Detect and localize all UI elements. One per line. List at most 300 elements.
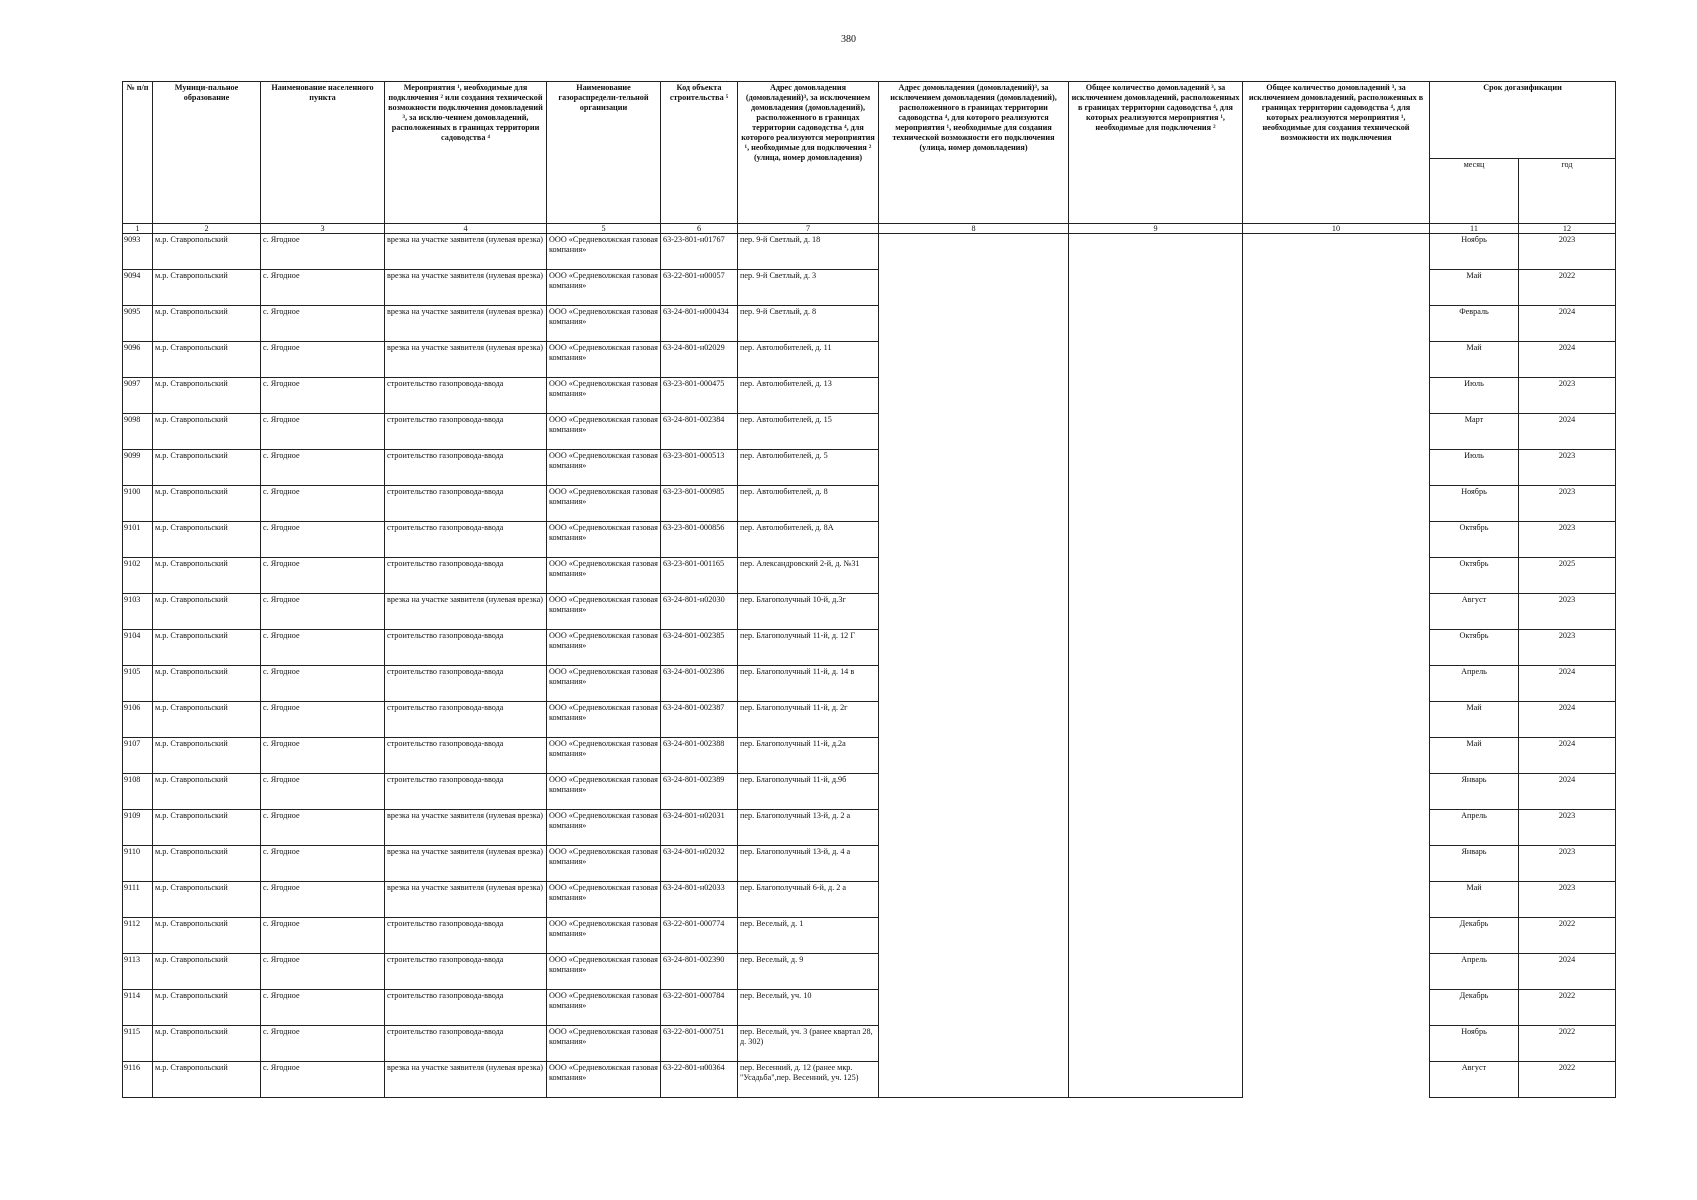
- capability-address-cell: [879, 486, 1069, 522]
- row-number: 9114: [123, 990, 153, 1026]
- capability-address-cell: [879, 882, 1069, 918]
- year-cell: 2024: [1519, 414, 1616, 450]
- gas-organization-cell: ООО «Средневолжская газовая компания»: [547, 738, 661, 774]
- row-number: 9097: [123, 378, 153, 414]
- year-cell: 2022: [1519, 1026, 1616, 1062]
- row-number: 9116: [123, 1062, 153, 1098]
- measure-cell: строительство газопровода-ввода: [385, 450, 547, 486]
- connection-count-cell: [1069, 954, 1243, 990]
- table-row: [123, 666, 1616, 702]
- year-cell: 2023: [1519, 630, 1616, 666]
- capability-count-cell: [1243, 990, 1430, 1026]
- gas-organization-cell: ООО «Средневолжская газовая компания»: [547, 270, 661, 306]
- settlement-cell: с. Ягодное: [261, 594, 385, 630]
- settlement-cell: с. Ягодное: [261, 306, 385, 342]
- year-cell: 2022: [1519, 918, 1616, 954]
- month-cell: Апрель: [1430, 810, 1519, 846]
- measure-cell: врезка на участке заявителя (нулевая врезка): [385, 594, 547, 630]
- month-cell: Декабрь: [1430, 918, 1519, 954]
- settlement-cell: с. Ягодное: [261, 1026, 385, 1062]
- capability-address-cell: [879, 1062, 1069, 1098]
- month-cell: Март: [1430, 414, 1519, 450]
- settlement-cell: с. Ягодное: [261, 270, 385, 306]
- address-cell: пер. Веселый, уч. 10: [738, 990, 879, 1026]
- header-number: № п/п: [123, 82, 153, 224]
- settlement-cell: с. Ягодное: [261, 810, 385, 846]
- connection-count-cell: [1069, 882, 1243, 918]
- municipality-cell: м.р. Ставропольский: [153, 882, 261, 918]
- municipality-cell: м.р. Ставропольский: [153, 486, 261, 522]
- capability-address-cell: [879, 594, 1069, 630]
- row-number: 9101: [123, 522, 153, 558]
- table-row: [123, 1026, 1616, 1062]
- header-month: месяц: [1430, 159, 1519, 224]
- object-code-cell: 63-22-801-000774: [661, 918, 738, 954]
- settlement-cell: с. Ягодное: [261, 378, 385, 414]
- address-cell: пер. Весенний, д. 12 (ранее мкр. "Усадьба",пер. Весенний, уч. 125): [738, 1062, 879, 1098]
- capability-count-cell: [1243, 846, 1430, 882]
- year-cell: 2024: [1519, 774, 1616, 810]
- measure-cell: строительство газопровода-ввода: [385, 990, 547, 1026]
- row-number: 9099: [123, 450, 153, 486]
- header-measures: Мероприятия ¹, необходимые для подключения ² или создания технической возможности подключения домовладений ³, за исклю-чением домовладений, расположенных в границах территории садоводства ⁴: [385, 82, 547, 224]
- row-number: 9100: [123, 486, 153, 522]
- row-number: 9098: [123, 414, 153, 450]
- capability-count-cell: [1243, 522, 1430, 558]
- row-number: 9115: [123, 1026, 153, 1062]
- month-cell: Июль: [1430, 450, 1519, 486]
- year-cell: 2023: [1519, 594, 1616, 630]
- month-cell: Октябрь: [1430, 522, 1519, 558]
- table-row: [123, 810, 1616, 846]
- address-cell: пер. Автолюбителей, д. 8А: [738, 522, 879, 558]
- header-settlement: Наименование населенного пункта: [261, 82, 385, 224]
- gas-organization-cell: ООО «Средневолжская газовая компания»: [547, 774, 661, 810]
- capability-address-cell: [879, 774, 1069, 810]
- connection-count-cell: [1069, 774, 1243, 810]
- object-code-cell: 63-24-801-н02029: [661, 342, 738, 378]
- month-cell: Январь: [1430, 846, 1519, 882]
- connection-count-cell: [1069, 630, 1243, 666]
- month-cell: Май: [1430, 882, 1519, 918]
- settlement-cell: с. Ягодное: [261, 558, 385, 594]
- object-code-cell: 63-24-801-002388: [661, 738, 738, 774]
- table-row: [123, 306, 1616, 342]
- month-cell: Май: [1430, 738, 1519, 774]
- capability-count-cell: [1243, 774, 1430, 810]
- settlement-cell: с. Ягодное: [261, 450, 385, 486]
- object-code-cell: 63-24-801-н02033: [661, 882, 738, 918]
- connection-count-cell: [1069, 1062, 1243, 1098]
- capability-address-cell: [879, 810, 1069, 846]
- column-number: 4: [385, 224, 547, 234]
- measure-cell: строительство газопровода-ввода: [385, 486, 547, 522]
- municipality-cell: м.р. Ставропольский: [153, 306, 261, 342]
- municipality-cell: м.р. Ставропольский: [153, 270, 261, 306]
- address-cell: пер. Автолюбителей, д. 5: [738, 450, 879, 486]
- gas-organization-cell: ООО «Средневолжская газовая компания»: [547, 990, 661, 1026]
- table-row: [123, 522, 1616, 558]
- year-cell: 2022: [1519, 270, 1616, 306]
- address-cell: пер. Благополучный 11-й, д. 2г: [738, 702, 879, 738]
- row-number: 9109: [123, 810, 153, 846]
- year-cell: 2023: [1519, 450, 1616, 486]
- measure-cell: строительство газопровода-ввода: [385, 1026, 547, 1062]
- address-cell: пер. 9-й Светлый, д. 8: [738, 306, 879, 342]
- gas-organization-cell: ООО «Средневолжская газовая компания»: [547, 414, 661, 450]
- address-cell: пер. Благополучный 10-й, д.3г: [738, 594, 879, 630]
- year-cell: 2025: [1519, 558, 1616, 594]
- address-cell: пер. Благополучный 11-й, д. 14 в: [738, 666, 879, 702]
- municipality-cell: м.р. Ставропольский: [153, 450, 261, 486]
- gas-organization-cell: ООО «Средневолжская газовая компания»: [547, 378, 661, 414]
- connection-count-cell: [1069, 846, 1243, 882]
- measure-cell: строительство газопровода-ввода: [385, 666, 547, 702]
- measure-cell: врезка на участке заявителя (нулевая врезка): [385, 1062, 547, 1098]
- row-number: 9096: [123, 342, 153, 378]
- table-row: [123, 342, 1616, 378]
- row-number: 9107: [123, 738, 153, 774]
- column-number: 1: [123, 224, 153, 234]
- row-number: 9105: [123, 666, 153, 702]
- month-cell: Декабрь: [1430, 990, 1519, 1026]
- capability-count-cell: [1243, 558, 1430, 594]
- municipality-cell: м.р. Ставропольский: [153, 810, 261, 846]
- object-code-cell: 63-23-801-000475: [661, 378, 738, 414]
- settlement-cell: с. Ягодное: [261, 486, 385, 522]
- column-number: 2: [153, 224, 261, 234]
- municipality-cell: м.р. Ставропольский: [153, 774, 261, 810]
- year-cell: 2024: [1519, 342, 1616, 378]
- year-cell: 2023: [1519, 846, 1616, 882]
- connection-count-cell: [1069, 378, 1243, 414]
- header-year: год: [1519, 159, 1616, 224]
- gas-organization-cell: ООО «Средневолжская газовая компания»: [547, 630, 661, 666]
- municipality-cell: м.р. Ставропольский: [153, 918, 261, 954]
- municipality-cell: м.р. Ставропольский: [153, 522, 261, 558]
- measure-cell: врезка на участке заявителя (нулевая врезка): [385, 882, 547, 918]
- capability-count-cell: [1243, 666, 1430, 702]
- capability-count-cell: [1243, 486, 1430, 522]
- year-cell: 2024: [1519, 666, 1616, 702]
- measure-cell: врезка на участке заявителя (нулевая врезка): [385, 810, 547, 846]
- settlement-cell: с. Ягодное: [261, 630, 385, 666]
- settlement-cell: с. Ягодное: [261, 954, 385, 990]
- capability-address-cell: [879, 666, 1069, 702]
- gas-organization-cell: ООО «Средневолжская газовая компания»: [547, 450, 661, 486]
- month-cell: Июль: [1430, 378, 1519, 414]
- month-cell: Январь: [1430, 774, 1519, 810]
- header-gasification-deadline: Срок догазификации: [1430, 82, 1616, 159]
- row-number: 9108: [123, 774, 153, 810]
- month-cell: Май: [1430, 702, 1519, 738]
- address-cell: пер. 9-й Светлый, д. 18: [738, 234, 879, 270]
- capability-address-cell: [879, 234, 1069, 270]
- capability-address-cell: [879, 558, 1069, 594]
- measure-cell: строительство газопровода-ввода: [385, 738, 547, 774]
- gas-organization-cell: ООО «Средневолжская газовая компания»: [547, 306, 661, 342]
- year-cell: 2023: [1519, 810, 1616, 846]
- month-cell: Ноябрь: [1430, 234, 1519, 270]
- table-row: [123, 774, 1616, 810]
- municipality-cell: м.р. Ставропольский: [153, 846, 261, 882]
- measure-cell: строительство газопровода-ввода: [385, 702, 547, 738]
- table-row: [123, 846, 1616, 882]
- gas-organization-cell: ООО «Средневолжская газовая компания»: [547, 558, 661, 594]
- month-cell: Апрель: [1430, 666, 1519, 702]
- capability-address-cell: [879, 702, 1069, 738]
- table-row: [123, 450, 1616, 486]
- row-number: 9110: [123, 846, 153, 882]
- table-row: [123, 702, 1616, 738]
- capability-address-cell: [879, 918, 1069, 954]
- municipality-cell: м.р. Ставропольский: [153, 414, 261, 450]
- year-cell: 2022: [1519, 990, 1616, 1026]
- table-row: [123, 954, 1616, 990]
- column-number: 12: [1519, 224, 1616, 234]
- header-count-capability: Общее количество домовладений ³, за исключением домовладений, расположенных в границах территории садоводства ⁴, для которых реализуются мероприятия ¹, необходимые для создания технической возможности их подключения: [1243, 82, 1430, 224]
- page-number: 380: [841, 34, 856, 45]
- object-code-cell: 63-23-801-000856: [661, 522, 738, 558]
- row-number: 9095: [123, 306, 153, 342]
- address-cell: пер. Автолюбителей, д. 8: [738, 486, 879, 522]
- table-row: [123, 270, 1616, 306]
- object-code-cell: 63-24-801-002384: [661, 414, 738, 450]
- object-code-cell: 63-24-801-н02031: [661, 810, 738, 846]
- object-code-cell: 63-22-801-н00364: [661, 1062, 738, 1098]
- capability-count-cell: [1243, 414, 1430, 450]
- gas-organization-cell: ООО «Средневолжская газовая компания»: [547, 882, 661, 918]
- address-cell: пер. Александровский 2-й, д. №31: [738, 558, 879, 594]
- row-number: 9093: [123, 234, 153, 270]
- object-code-cell: 63-23-801-000985: [661, 486, 738, 522]
- row-number: 9111: [123, 882, 153, 918]
- capability-address-cell: [879, 630, 1069, 666]
- month-cell: Август: [1430, 1062, 1519, 1098]
- gas-organization-cell: ООО «Средневолжская газовая компания»: [547, 594, 661, 630]
- capability-address-cell: [879, 990, 1069, 1026]
- year-cell: 2023: [1519, 378, 1616, 414]
- capability-address-cell: [879, 954, 1069, 990]
- capability-address-cell: [879, 414, 1069, 450]
- capability-count-cell: [1243, 810, 1430, 846]
- settlement-cell: с. Ягодное: [261, 990, 385, 1026]
- gas-organization-cell: ООО «Средневолжская газовая компания»: [547, 918, 661, 954]
- object-code-cell: 63-24-801-н02032: [661, 846, 738, 882]
- object-code-cell: 63-22-801-000751: [661, 1026, 738, 1062]
- address-cell: пер. Благополучный 11-й, д. 12 Г: [738, 630, 879, 666]
- year-cell: 2022: [1519, 1062, 1616, 1098]
- municipality-cell: м.р. Ставропольский: [153, 378, 261, 414]
- capability-count-cell: [1243, 1062, 1430, 1098]
- connection-count-cell: [1069, 918, 1243, 954]
- settlement-cell: с. Ягодное: [261, 702, 385, 738]
- year-cell: 2023: [1519, 882, 1616, 918]
- month-cell: Октябрь: [1430, 558, 1519, 594]
- header-address-connection: Адрес домовладения (домовладений)³, за исключением домовладения (домовладений), расположенного в границах территории садоводства ⁴, для которого реализуются мероприятия ¹, необходимые для подключения ² (улица, номер домовладения): [738, 82, 879, 224]
- row-number: 9094: [123, 270, 153, 306]
- month-cell: Ноябрь: [1430, 1026, 1519, 1062]
- gas-organization-cell: ООО «Средневолжская газовая компания»: [547, 522, 661, 558]
- municipality-cell: м.р. Ставропольский: [153, 234, 261, 270]
- object-code-cell: 63-24-801-002385: [661, 630, 738, 666]
- table-row: [123, 378, 1616, 414]
- table-row: [123, 882, 1616, 918]
- table-body: [123, 234, 1616, 1098]
- object-code-cell: 63-24-801-н02030: [661, 594, 738, 630]
- municipality-cell: м.р. Ставропольский: [153, 558, 261, 594]
- settlement-cell: с. Ягодное: [261, 738, 385, 774]
- table-row: [123, 486, 1616, 522]
- table-row: [123, 414, 1616, 450]
- object-code-cell: 63-24-801-002390: [661, 954, 738, 990]
- column-number: 7: [738, 224, 879, 234]
- capability-count-cell: [1243, 882, 1430, 918]
- capability-count-cell: [1243, 342, 1430, 378]
- gas-organization-cell: ООО «Средневолжская газовая компания»: [547, 1026, 661, 1062]
- month-cell: Август: [1430, 594, 1519, 630]
- address-cell: пер. Автолюбителей, д. 15: [738, 414, 879, 450]
- measure-cell: врезка на участке заявителя (нулевая врезка): [385, 234, 547, 270]
- measure-cell: строительство газопровода-ввода: [385, 378, 547, 414]
- connection-count-cell: [1069, 270, 1243, 306]
- address-cell: пер. Веселый, д. 9: [738, 954, 879, 990]
- municipality-cell: м.р. Ставропольский: [153, 738, 261, 774]
- table-row: [123, 738, 1616, 774]
- month-cell: Май: [1430, 342, 1519, 378]
- gas-organization-cell: ООО «Средневолжская газовая компания»: [547, 810, 661, 846]
- year-cell: 2023: [1519, 522, 1616, 558]
- address-cell: пер. Благополучный 13-й, д. 4 а: [738, 846, 879, 882]
- municipality-cell: м.р. Ставропольский: [153, 990, 261, 1026]
- connection-count-cell: [1069, 486, 1243, 522]
- capability-address-cell: [879, 846, 1069, 882]
- object-code-cell: 63-24-801-002387: [661, 702, 738, 738]
- connection-count-cell: [1069, 666, 1243, 702]
- measure-cell: строительство газопровода-ввода: [385, 954, 547, 990]
- settlement-cell: с. Ягодное: [261, 522, 385, 558]
- address-cell: пер. Благополучный 11-й, д.2а: [738, 738, 879, 774]
- municipality-cell: м.р. Ставропольский: [153, 594, 261, 630]
- capability-count-cell: [1243, 702, 1430, 738]
- address-cell: пер. Автолюбителей, д. 11: [738, 342, 879, 378]
- gas-organization-cell: ООО «Средневолжская газовая компания»: [547, 234, 661, 270]
- capability-address-cell: [879, 342, 1069, 378]
- municipality-cell: м.р. Ставропольский: [153, 1026, 261, 1062]
- object-code-cell: 63-23-801-н01767: [661, 234, 738, 270]
- settlement-cell: с. Ягодное: [261, 234, 385, 270]
- row-number: 9103: [123, 594, 153, 630]
- month-cell: Ноябрь: [1430, 486, 1519, 522]
- address-cell: пер. Благополучный 6-й, д. 2 а: [738, 882, 879, 918]
- municipality-cell: м.р. Ставропольский: [153, 630, 261, 666]
- measure-cell: строительство газопровода-ввода: [385, 918, 547, 954]
- address-cell: пер. Благополучный 13-й, д. 2 а: [738, 810, 879, 846]
- table-row: [123, 918, 1616, 954]
- connection-count-cell: [1069, 990, 1243, 1026]
- address-cell: пер. 9-й Светлый, д. 3: [738, 270, 879, 306]
- object-code-cell: 63-24-801-002386: [661, 666, 738, 702]
- table-row: [123, 630, 1616, 666]
- year-cell: 2024: [1519, 306, 1616, 342]
- capability-count-cell: [1243, 234, 1430, 270]
- connection-count-cell: [1069, 558, 1243, 594]
- column-number: 3: [261, 224, 385, 234]
- column-number: 9: [1069, 224, 1243, 234]
- capability-count-cell: [1243, 306, 1430, 342]
- table-row: [123, 1062, 1616, 1098]
- object-code-cell: 63-23-801-001165: [661, 558, 738, 594]
- month-cell: Февраль: [1430, 306, 1519, 342]
- year-cell: 2024: [1519, 702, 1616, 738]
- settlement-cell: с. Ягодное: [261, 882, 385, 918]
- settlement-cell: с. Ягодное: [261, 666, 385, 702]
- connection-count-cell: [1069, 738, 1243, 774]
- connection-count-cell: [1069, 702, 1243, 738]
- header-object-code: Код объекта строительства ⁵: [661, 82, 738, 224]
- object-code-cell: 63-22-801-000784: [661, 990, 738, 1026]
- table-row: [123, 234, 1616, 270]
- measure-cell: строительство газопровода-ввода: [385, 774, 547, 810]
- measure-cell: врезка на участке заявителя (нулевая врезка): [385, 270, 547, 306]
- table-row: [123, 990, 1616, 1026]
- month-cell: Май: [1430, 270, 1519, 306]
- municipality-cell: м.р. Ставропольский: [153, 666, 261, 702]
- header-address-capability: Адрес домовладения (домовладений)³, за исключением домовладения (домовладений), расположенного в границах территории садоводства ⁴, для которого реализуются мероприятия ¹, необходимые для создания технической возможности его подключения (улица, номер домовладения): [879, 82, 1069, 224]
- measure-cell: строительство газопровода-ввода: [385, 558, 547, 594]
- connection-count-cell: [1069, 1026, 1243, 1062]
- capability-address-cell: [879, 1026, 1069, 1062]
- gas-organization-cell: ООО «Средневолжская газовая компания»: [547, 1062, 661, 1098]
- capability-count-cell: [1243, 1026, 1430, 1062]
- header-count-connection: Общее количество домовладений ³, за исключением домовладений, расположенных в границах территории садоводства ⁴, для которых реализуются мероприятия ¹, необходимые для подключения ²: [1069, 82, 1243, 224]
- capability-count-cell: [1243, 594, 1430, 630]
- column-number: 6: [661, 224, 738, 234]
- connection-count-cell: [1069, 594, 1243, 630]
- table-row: [123, 594, 1616, 630]
- year-cell: 2023: [1519, 234, 1616, 270]
- connection-count-cell: [1069, 234, 1243, 270]
- capability-count-cell: [1243, 918, 1430, 954]
- row-number: 9102: [123, 558, 153, 594]
- settlement-cell: с. Ягодное: [261, 414, 385, 450]
- capability-count-cell: [1243, 270, 1430, 306]
- capability-count-cell: [1243, 738, 1430, 774]
- address-cell: пер. Автолюбителей, д. 13: [738, 378, 879, 414]
- table-row: [123, 558, 1616, 594]
- year-cell: 2024: [1519, 954, 1616, 990]
- capability-count-cell: [1243, 378, 1430, 414]
- address-cell: пер. Веселый, уч. 3 (ранее квартал 28, д. 302): [738, 1026, 879, 1062]
- measure-cell: строительство газопровода-ввода: [385, 414, 547, 450]
- settlement-cell: с. Ягодное: [261, 918, 385, 954]
- row-number: 9104: [123, 630, 153, 666]
- gas-organization-cell: ООО «Средневолжская газовая компания»: [547, 846, 661, 882]
- measure-cell: строительство газопровода-ввода: [385, 630, 547, 666]
- column-number: 5: [547, 224, 661, 234]
- connection-count-cell: [1069, 522, 1243, 558]
- municipality-cell: м.р. Ставропольский: [153, 342, 261, 378]
- connection-count-cell: [1069, 414, 1243, 450]
- year-cell: 2023: [1519, 486, 1616, 522]
- capability-address-cell: [879, 450, 1069, 486]
- settlement-cell: с. Ягодное: [261, 774, 385, 810]
- column-number: 11: [1430, 224, 1519, 234]
- municipality-cell: м.р. Ставропольский: [153, 954, 261, 990]
- capability-address-cell: [879, 306, 1069, 342]
- capability-address-cell: [879, 738, 1069, 774]
- measure-cell: врезка на участке заявителя (нулевая врезка): [385, 342, 547, 378]
